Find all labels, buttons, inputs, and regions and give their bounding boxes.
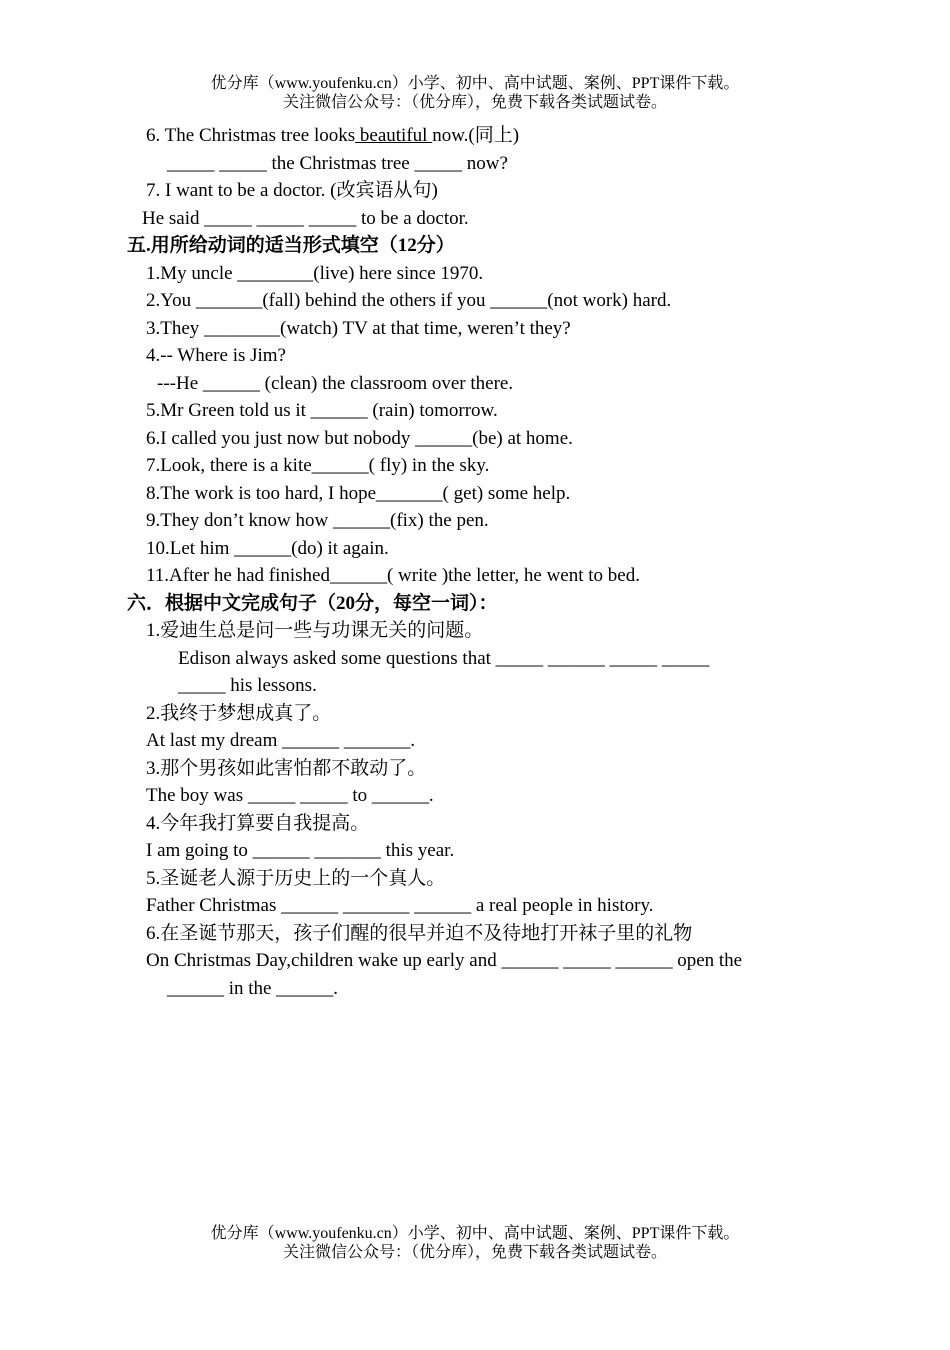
p6-line: 1.爱迪生总是问一些与功课无关的问题。 [146,620,484,641]
p5-item: 11.After he had finished______( write )the letter, he went to bed. [146,565,640,586]
p6-line: The boy was _____ _____ to ______. [146,785,434,806]
footer-line-1: 优分库（www.youfenku.cn）小学、初中、高中试题、案例、PPT课件下载。 [210,1225,740,1242]
p5-item: 8.The work is too hard, I hope_______( get) some help. [146,483,571,504]
p5-item: 1.My uncle ________(live) here since 1970. [146,263,484,284]
p4-q6-suffix: now.(同上) [432,125,520,146]
p6-line: Edison always asked some questions that _____ ______ _____ _____ [178,648,710,669]
p4-q6-prefix: 6. The Christmas tree looks [146,125,356,146]
p4-q7-answer: He said _____ _____ _____ to be a doctor. [142,208,469,229]
p5-item: 2.You _______(fall) behind the others if you ______(not work) hard. [146,290,672,311]
p6-line: Father Christmas ______ _______ ______ a real people in history. [146,895,654,916]
p5-item: 7.Look, there is a kite______( fly) in the sky. [146,455,490,476]
p6-line: 6.在圣诞节那天，孩子们醒的很早并迫不及待地打开袜子里的礼物 [146,923,693,944]
p5-item: 4.-- Where is Jim? [146,345,286,366]
p4-q6-underlined-word: beautiful [355,125,433,146]
p6-line: 4.今年我打算要自我提高。 [146,813,370,834]
p6-line: On Christmas Day,children wake up early and ______ _____ ______ open the [146,950,743,971]
header-line-2: 关注微信公众号：（优分库），免费下载各类试题试卷。 [282,94,667,111]
p6-line: At last my dream ______ _______. [146,730,416,751]
page-footer [0,1224,950,1262]
page-header [0,74,950,112]
section-5-title: 五.用所给动词的适当形式填空（12分） [127,235,455,256]
p4-q6-answer: _____ _____ the Christmas tree _____ now? [167,153,508,174]
p5-item: 10.Let him ______(do) it again. [146,538,389,559]
p5-item: 3.They ________(watch) TV at that time, weren’t they? [146,318,571,339]
header-line-1: 优分库（www.youfenku.cn）小学、初中、高中试题、案例、PPT课件下载。 [210,75,740,92]
p4-q7-question: 7. I want to be a doctor. (改宾语从句) [146,180,438,201]
p6-line: ______ in the ______. [167,978,338,999]
p6-line: 5.圣诞老人源于历史上的一个真人。 [146,868,446,889]
section-6-title: 六．根据中文完成句子（20分，每空一词）： [127,593,498,614]
p6-line: _____ his lessons. [178,675,317,696]
p6-line: 3.那个男孩如此害怕都不敢动了。 [146,758,427,779]
p5-item: 6.I called you just now but nobody ______(be) at home. [146,428,573,449]
p5-item: ---He ______ (clean) the classroom over there. [157,373,514,394]
p6-line: 2.我终于梦想成真了。 [146,703,332,724]
p5-item: 5.Mr Green told us it ______ (rain) tomorrow. [146,400,498,421]
p4-q6-question [146,124,519,148]
footer-line-2: 关注微信公众号：（优分库），免费下载各类试题试卷。 [282,1244,667,1261]
p6-line: I am going to ______ _______ this year. [146,840,455,861]
p5-item: 9.They don’t know how ______(fix) the pen. [146,510,489,531]
